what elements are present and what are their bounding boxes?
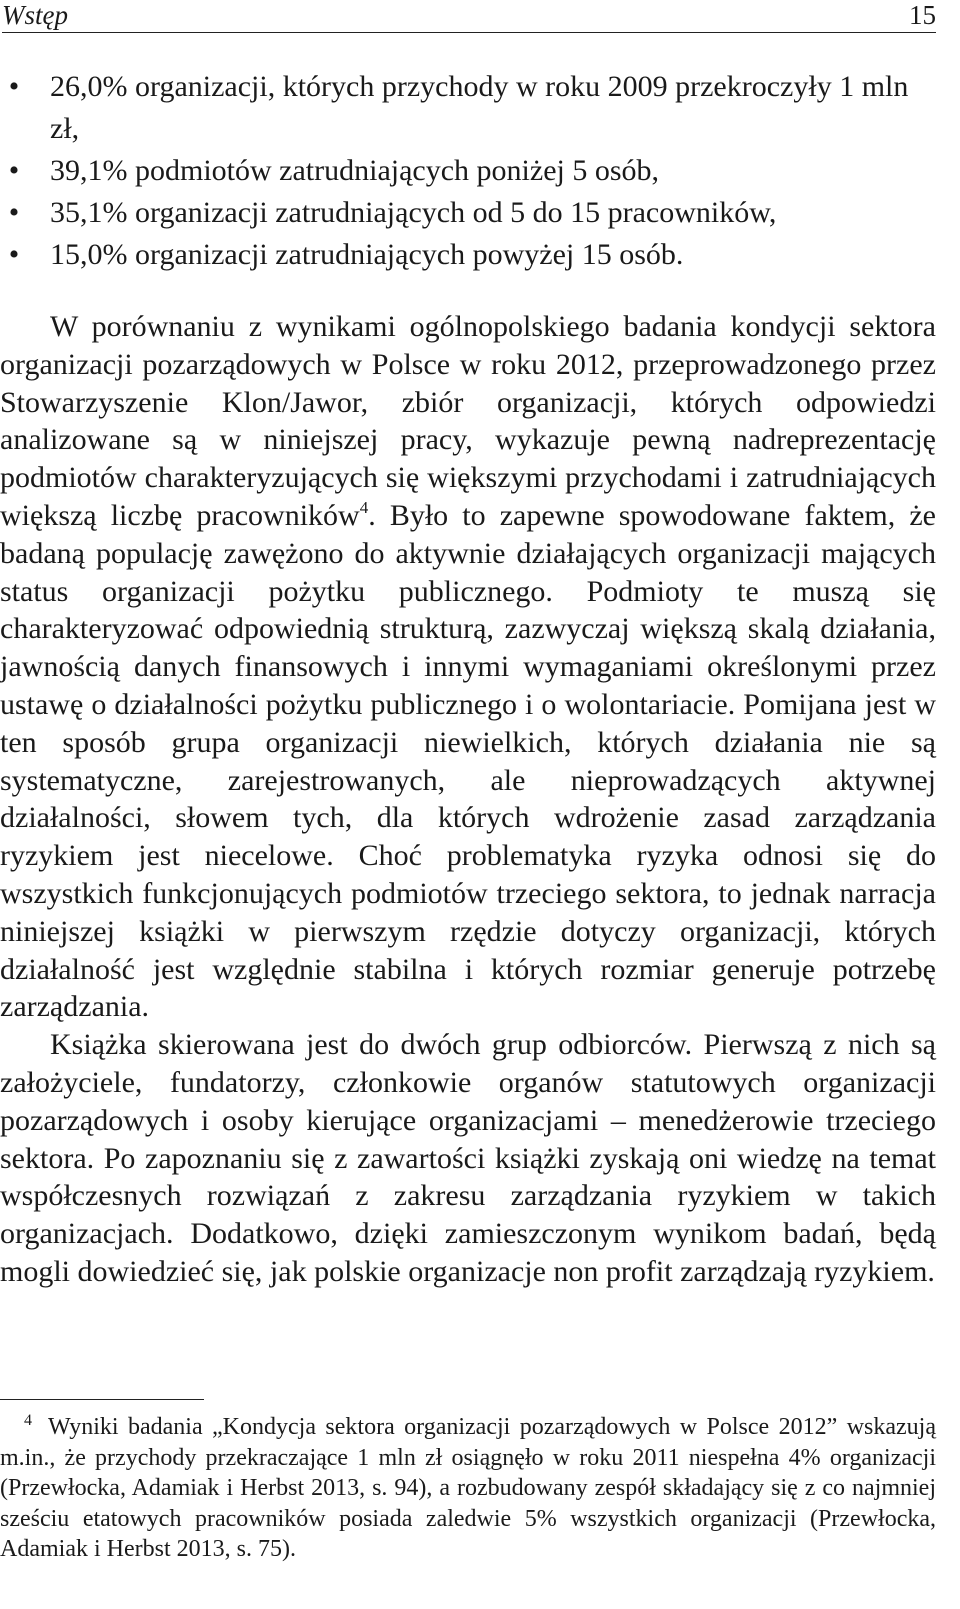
- page-number: 15: [909, 0, 936, 30]
- footnote-number: 4: [24, 1412, 32, 1429]
- bullet-item: [0, 150, 936, 192]
- bullet-text: 39,1% podmiotów zatrudniających poniżej 5 osób,: [50, 154, 660, 187]
- bullet-item: [0, 234, 936, 276]
- bullet-icon: •: [8, 238, 20, 271]
- bullet-icon: •: [8, 70, 20, 103]
- paragraph-audience: Książka skierowana jest do dwóch grup odbiorców. Pierwszą z nich są założyciele, fundatorzy, członkowie organów statutowych organizacji pozarządowych i osoby kierujące organizacjami – menedżerowie trzeciego sektora. Po zapoznaniu się z zawartości książki zyskają oni wiedzę na temat współczesnych rozwiązań z zakresu zarządzania ryzykiem w takich organizacjach. Dodatkowo, dzięki zamieszczonym wynikom badań, będą mogli dowiedzieć się, jak polskie organizacje non profit zarządzają ryzykiem.: [0, 1028, 936, 1288]
- running-head-section-title: Wstęp: [2, 0, 68, 30]
- bullet-icon: •: [8, 154, 20, 187]
- bullet-list: [0, 66, 936, 276]
- bullet-text: 26,0% organizacji, których przychody w roku 2009 przekroczyły 1 mln zł,: [50, 70, 909, 145]
- paragraph-text: . Było to zapewne spowodowane faktem, że badaną populację zawężono do aktywnie działających organizacji mających status organizacji pożytku publicznego. Podmioty te muszą się charakteryzować odpowiednią strukturą, zazwyczaj większą skalą działania, jawnością danych finansowych i innymi wymaganiami określonymi przez ustawę o działalności pożytku publicznego i o wolontariacie. Pomijana jest w ten sposób grupa organizacji niewielkich, których działania nie są systematyczne, zarejestrowanych, ale nieprowadzących aktywnej działalności, słowem tych, dla których wdrożenie zasad zarządzania ryzykiem jest niecelowe. Choć problematyka ryzyka odnosi się do wszystkich funkcjonujących podmiotów trzeciego sektora, to jednak narracja niniejszej książki w pierwszym rzędzie dotyczy organizacji, których działalność jest względnie stabilna i których rozmiar generuje potrzebę zarządzania.: [0, 498, 936, 1024]
- paragraph-comparison: [0, 308, 936, 1026]
- bullet-text: 35,1% organizacji zatrudniających od 5 do 15 pracowników,: [50, 196, 777, 229]
- footnote-divider: [0, 1399, 204, 1400]
- paragraph-text: W porównaniu z wynikami ogólnopolskiego badania kondycji sektora organizacji pozarządowych w Polsce w roku 2012, przeprowadzonego przez Stowarzyszenie Klon/Jawor, zbiór organizacji, których odpowiedzi analizowane są w niniejszej pracy, wykazuje pewną nadreprezentację podmiotów charakteryzujących się większymi przychodami i zatrudniających większą liczbę pracowników: [0, 310, 936, 532]
- bullet-icon: •: [8, 196, 20, 229]
- bullet-text: 15,0% organizacji zatrudniających powyżej 15 osób.: [50, 238, 684, 271]
- bullet-item: [0, 66, 936, 150]
- bullet-item: [0, 192, 936, 234]
- footnote-reference[interactable]: 4: [359, 497, 369, 517]
- body-text: [0, 308, 936, 1291]
- footnote: [0, 1412, 936, 1565]
- footnote-text: Wyniki badania „Kondycja sektora organizacji pozarządowych w Polsce 2012” wskazują m.in., że przychody przekraczające 1 mln zł osiągnęło w roku 2011 niespełna 4% organizacji (Przewłocka, Adamiak i Herbst 2013, s. 94), a rozbudowany zespół składający się z co najmniej sześciu etatowych pracowników posiada zaledwie 5% wszystkich organizacji (Przewłocka, Adamiak i Herbst 2013, s. 75).: [0, 1414, 936, 1562]
- running-head: [2, 0, 936, 33]
